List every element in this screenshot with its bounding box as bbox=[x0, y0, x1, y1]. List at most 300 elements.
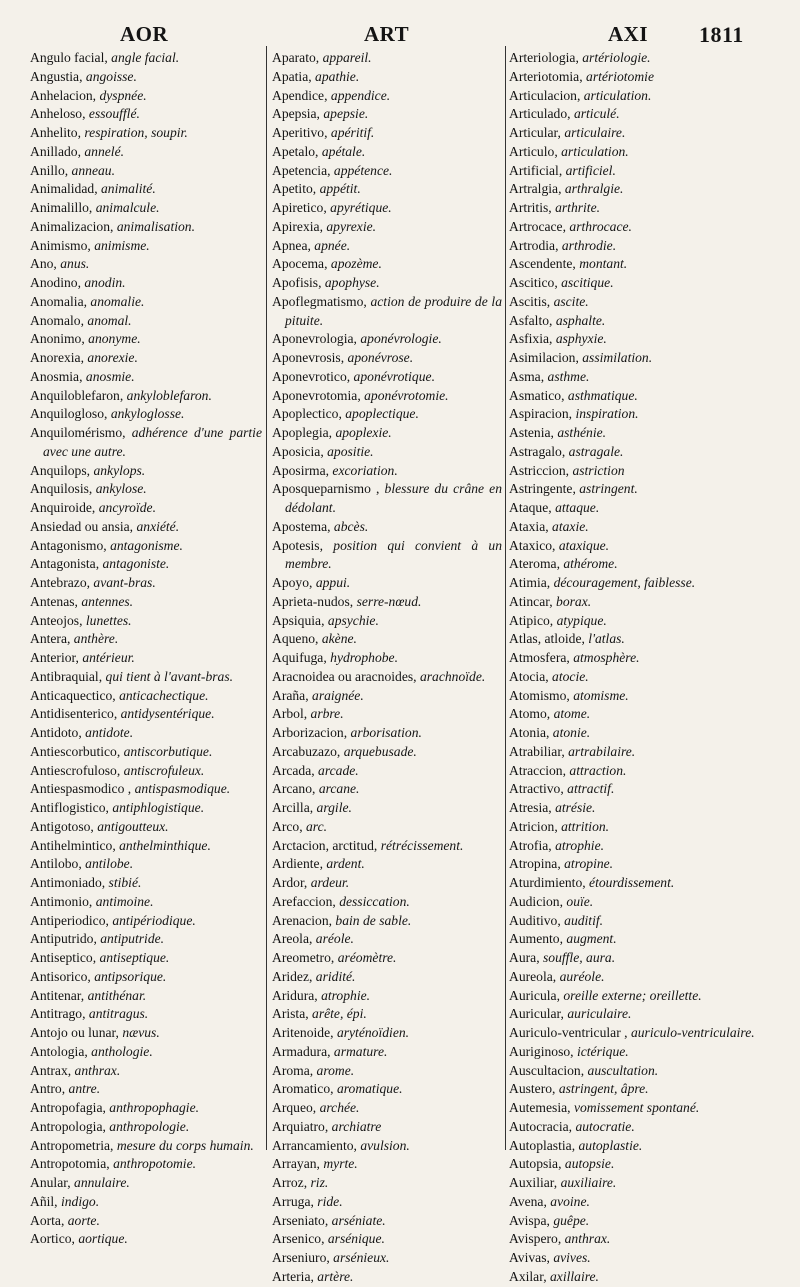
dictionary-entry bbox=[509, 162, 765, 181]
translation: ataxie. bbox=[552, 518, 589, 534]
translation: guêpe. bbox=[553, 1212, 590, 1228]
dictionary-entry bbox=[30, 574, 262, 593]
translation: astriction bbox=[572, 462, 625, 478]
translation: ankylose. bbox=[95, 481, 147, 497]
separator: , bbox=[310, 1268, 318, 1284]
headword: Aritenoide bbox=[272, 1025, 331, 1040]
separator: , bbox=[576, 87, 584, 103]
separator: , bbox=[102, 1100, 110, 1115]
dictionary-entry bbox=[30, 237, 262, 256]
dictionary-entry bbox=[30, 387, 262, 406]
dictionary-entry bbox=[272, 1268, 502, 1287]
translation: hydrophobe. bbox=[330, 650, 398, 665]
dictionary-entry bbox=[30, 405, 262, 424]
headword: Atomo bbox=[509, 706, 547, 722]
separator: , bbox=[95, 556, 103, 572]
separator: , bbox=[330, 950, 338, 965]
translation: anodin. bbox=[84, 275, 126, 290]
headword: Anterior bbox=[30, 650, 76, 665]
headword: Arrancamiento bbox=[272, 1137, 354, 1153]
separator: , bbox=[562, 762, 570, 778]
headword: Antidoto bbox=[30, 725, 79, 740]
separator: , bbox=[310, 1193, 318, 1209]
dictionary-entry bbox=[272, 893, 502, 912]
separator: , bbox=[327, 518, 334, 534]
translation: antidote. bbox=[85, 725, 134, 740]
translation: aponévrose. bbox=[347, 350, 414, 365]
headword: Anquilops bbox=[30, 462, 87, 478]
headword: Atlas bbox=[509, 631, 538, 647]
dictionary-entry bbox=[509, 255, 765, 274]
translation: ouïe. bbox=[566, 893, 594, 909]
separator: , bbox=[546, 706, 554, 722]
translation: appui. bbox=[315, 575, 351, 590]
translation: nævus. bbox=[122, 1025, 160, 1040]
separator: , bbox=[315, 143, 322, 159]
separator: , bbox=[559, 893, 567, 909]
translation: atmosphère. bbox=[573, 650, 640, 665]
separator: , bbox=[116, 743, 124, 759]
translation: myrte. bbox=[323, 1156, 358, 1172]
separator: , bbox=[84, 1043, 92, 1059]
headword: Antagonismo bbox=[30, 537, 104, 553]
separator: , bbox=[357, 387, 365, 403]
translation: avoine. bbox=[550, 1193, 590, 1209]
translation: atrophie. bbox=[321, 987, 371, 1003]
headword: Avispa bbox=[509, 1212, 547, 1228]
headword: Apendice bbox=[272, 87, 325, 103]
dictionary-entry bbox=[272, 87, 502, 106]
headword: Antitenar bbox=[30, 987, 81, 1003]
translation: auscultation. bbox=[587, 1062, 659, 1078]
separator: , bbox=[324, 256, 331, 272]
translation: appendice. bbox=[330, 87, 391, 103]
dictionary-entry bbox=[509, 1137, 765, 1156]
headword: Atrofia bbox=[509, 837, 549, 853]
separator: , bbox=[546, 575, 554, 590]
translation: anthère. bbox=[73, 631, 119, 647]
separator: , bbox=[80, 312, 88, 328]
translation: arborisation. bbox=[350, 725, 422, 740]
headword: Aromatico bbox=[272, 1081, 331, 1097]
headword: Anonimo bbox=[30, 331, 82, 347]
headword: Apetencia bbox=[272, 162, 328, 178]
separator: , bbox=[81, 331, 89, 347]
dictionary-entry bbox=[272, 68, 502, 87]
translation: antagonisme. bbox=[110, 537, 183, 553]
headword: Astriccion bbox=[509, 462, 566, 478]
separator: , bbox=[303, 706, 311, 722]
headword: Aponevrologia bbox=[272, 331, 354, 347]
translation: position qui convient à un membre. bbox=[285, 537, 502, 572]
dictionary-entry bbox=[509, 968, 765, 987]
separator: , bbox=[314, 987, 322, 1003]
dictionary-entry bbox=[30, 1137, 262, 1156]
translation: anxiété. bbox=[136, 518, 180, 534]
headword: Anquilogloso bbox=[30, 406, 105, 422]
headword: Atocia bbox=[509, 668, 546, 684]
headword: Arborizacion bbox=[272, 725, 344, 740]
separator: , bbox=[316, 106, 324, 122]
translation: l'atlas. bbox=[588, 631, 625, 647]
headword: Atipico bbox=[509, 612, 550, 628]
separator: , bbox=[98, 668, 106, 684]
headword: Aspiracion bbox=[509, 406, 569, 422]
headword: Atresia bbox=[509, 800, 549, 815]
dictionary-entry bbox=[509, 1005, 765, 1024]
dictionary-entry bbox=[509, 687, 765, 706]
separator: , bbox=[558, 162, 566, 178]
translation: autocratie. bbox=[575, 1118, 635, 1134]
headword: Aponevrosis bbox=[272, 350, 341, 365]
headword: Anquiloblefaron bbox=[30, 387, 120, 403]
dictionary-entry bbox=[509, 312, 765, 331]
dictionary-entry bbox=[30, 612, 262, 631]
headword: Aumento bbox=[509, 931, 560, 947]
headword: Aposirma bbox=[272, 462, 326, 478]
translation: autopsie. bbox=[564, 1156, 615, 1172]
dictionary-entry bbox=[30, 1193, 262, 1212]
translation: ankyloblefaron. bbox=[126, 387, 212, 403]
translation: aridité. bbox=[315, 968, 356, 984]
header-center: ART bbox=[364, 22, 410, 46]
dictionary-entry bbox=[509, 368, 765, 387]
headword: Artrodia bbox=[509, 237, 556, 253]
dictionary-entry bbox=[509, 537, 765, 556]
translation: atocie. bbox=[552, 668, 589, 684]
dictionary-entry bbox=[30, 368, 262, 387]
headword: Antenas bbox=[30, 593, 75, 609]
translation: action de produire de la pituite. bbox=[285, 293, 503, 328]
dictionary-entry bbox=[509, 1043, 765, 1062]
headword: Atonia bbox=[509, 725, 546, 740]
headword: Antisorico bbox=[30, 968, 88, 984]
separator: , bbox=[318, 275, 325, 290]
dictionary-entry bbox=[30, 1230, 262, 1249]
separator: , bbox=[319, 537, 334, 553]
translation: attraction. bbox=[569, 762, 627, 778]
separator: , bbox=[110, 1137, 117, 1153]
separator: , bbox=[88, 200, 96, 215]
headword: Anular bbox=[30, 1175, 68, 1190]
separator: , bbox=[309, 931, 316, 947]
headword: Austero bbox=[509, 1081, 553, 1097]
headword: Arcabuzazo bbox=[272, 743, 337, 759]
dictionary-entry bbox=[30, 499, 262, 518]
separator: , bbox=[93, 931, 101, 947]
translation: attrition. bbox=[561, 818, 610, 834]
dictionary-entry bbox=[272, 593, 502, 612]
separator: , bbox=[572, 481, 580, 497]
dictionary-entry bbox=[509, 1212, 765, 1231]
headword: Aparato bbox=[272, 50, 316, 65]
separator: , bbox=[343, 725, 351, 740]
separator: , bbox=[552, 537, 559, 553]
separator: , bbox=[567, 1100, 574, 1115]
translation: asphalte. bbox=[555, 312, 606, 328]
headword: Antidisenterico bbox=[30, 706, 114, 722]
headword: Artritis bbox=[509, 200, 549, 215]
dictionary-entry bbox=[30, 218, 262, 237]
translation: qui tient à l'avant-bras. bbox=[105, 668, 234, 684]
headword: Areometro bbox=[272, 950, 331, 965]
dictionary-entry bbox=[272, 1024, 502, 1043]
separator: , bbox=[363, 293, 371, 309]
headword: Ascendente bbox=[509, 256, 573, 272]
separator: , bbox=[328, 425, 336, 440]
translation: athérome. bbox=[563, 556, 618, 572]
dictionary-entry bbox=[272, 255, 502, 274]
dictionary-entry bbox=[272, 612, 502, 631]
headword: Ardor bbox=[272, 875, 304, 890]
headword: Anhelacion bbox=[30, 87, 93, 103]
headword: Apoyo bbox=[272, 575, 310, 590]
headword: Aprieta-nudos bbox=[272, 593, 350, 609]
separator: , bbox=[299, 818, 306, 834]
separator: , bbox=[580, 1062, 588, 1078]
dictionary-entry bbox=[509, 818, 765, 837]
separator: , bbox=[327, 162, 334, 178]
translation: asphyxie. bbox=[555, 331, 607, 347]
dictionary-entry bbox=[509, 218, 765, 237]
headword: Antimoniado bbox=[30, 875, 102, 890]
separator: , bbox=[87, 968, 95, 984]
dictionary-entry bbox=[509, 49, 765, 68]
dictionary-entry bbox=[272, 368, 502, 387]
headword: Antimonio bbox=[30, 893, 89, 909]
dictionary-entry bbox=[509, 837, 765, 856]
separator: , bbox=[312, 1100, 320, 1115]
dictionary-entry bbox=[272, 818, 502, 837]
dictionary-entry bbox=[272, 124, 502, 143]
separator: , bbox=[86, 462, 94, 478]
dictionary-entry bbox=[272, 105, 502, 124]
translation: arthrite. bbox=[555, 200, 601, 215]
headword: Anosmia bbox=[30, 368, 80, 384]
translation: antiscorbutique. bbox=[123, 743, 213, 759]
translation: excoriation. bbox=[332, 462, 398, 478]
headword: Antiperiodico bbox=[30, 912, 106, 928]
headword: Auditivo bbox=[509, 912, 558, 928]
separator: , bbox=[582, 875, 590, 890]
headword: Articulo bbox=[509, 143, 555, 159]
column-divider bbox=[266, 46, 267, 1150]
translation: ancyroïde. bbox=[98, 500, 156, 515]
separator: , bbox=[71, 1231, 79, 1247]
translation: arcade. bbox=[318, 762, 359, 778]
dictionary-entry bbox=[272, 480, 502, 518]
translation: atrophie. bbox=[555, 837, 605, 853]
separator: , bbox=[330, 1025, 337, 1040]
translation: antennes. bbox=[81, 593, 134, 609]
dictionary-entry bbox=[30, 780, 262, 799]
dictionary-entry bbox=[509, 105, 765, 124]
translation: apnée. bbox=[314, 237, 351, 253]
separator: , arctitud, bbox=[325, 837, 381, 853]
headword: Arista bbox=[272, 1006, 306, 1022]
headword: Animalillo bbox=[30, 200, 89, 215]
dictionary-entry bbox=[30, 1024, 262, 1043]
headword: Anomalia bbox=[30, 293, 84, 309]
separator: , bbox=[61, 1081, 69, 1097]
headword: Audicion bbox=[509, 893, 560, 909]
headword: Antropotomia bbox=[30, 1156, 107, 1172]
translation: anomal. bbox=[87, 312, 132, 328]
headword: Arenacion bbox=[272, 912, 329, 928]
dictionary-entry bbox=[30, 424, 262, 462]
dictionary-entry bbox=[509, 405, 765, 424]
header-left: AOR bbox=[120, 22, 169, 46]
headword: Autopsia bbox=[509, 1156, 559, 1172]
dictionary-entry bbox=[272, 1249, 502, 1268]
dictionary-entry bbox=[272, 1005, 502, 1024]
headword: Antrax bbox=[30, 1062, 68, 1078]
translation: axillaire. bbox=[549, 1268, 599, 1284]
separator: , bbox=[560, 781, 568, 797]
headword: Anquilomérismo bbox=[30, 425, 123, 440]
dictionary-entry bbox=[30, 480, 262, 499]
separator: , bbox=[556, 556, 564, 572]
separator: , bbox=[79, 368, 86, 384]
separator: , bbox=[113, 706, 121, 722]
dictionary-entry bbox=[30, 649, 262, 668]
dictionary-entry bbox=[30, 537, 262, 556]
dictionary-entry bbox=[509, 1249, 765, 1268]
dictionary-entry bbox=[30, 837, 262, 856]
dictionary-entry bbox=[30, 68, 262, 87]
separator: , bbox=[74, 593, 82, 609]
translation: autoplastie. bbox=[578, 1137, 643, 1153]
dictionary-entry bbox=[272, 1137, 502, 1156]
headword: Atropina bbox=[509, 856, 558, 872]
dictionary-entry bbox=[30, 330, 262, 349]
dictionary-entry bbox=[272, 49, 502, 68]
separator: , bbox=[620, 1025, 631, 1040]
headword: Articulacion bbox=[509, 87, 577, 103]
headword: Antropometria bbox=[30, 1137, 111, 1153]
dictionary-entry bbox=[272, 649, 502, 668]
separator: , bbox=[549, 593, 557, 609]
dictionary-entry bbox=[30, 949, 262, 968]
translation: borax. bbox=[556, 593, 592, 609]
translation: abcès. bbox=[333, 518, 369, 534]
translation: apéritif. bbox=[330, 125, 375, 140]
dictionary-entry bbox=[272, 1118, 502, 1137]
headword: Anillado bbox=[30, 143, 78, 159]
dictionary-entry bbox=[272, 1080, 502, 1099]
dictionary-entry bbox=[30, 105, 262, 124]
separator: , bbox=[572, 256, 580, 272]
headword: Aponevrotomia bbox=[272, 387, 358, 403]
headword: Arteriotomia bbox=[509, 68, 580, 84]
dictionary-entry bbox=[272, 1099, 502, 1118]
translation: antiputride. bbox=[100, 931, 165, 947]
headword: Ataque bbox=[509, 500, 549, 515]
separator: , bbox=[549, 612, 557, 628]
separator: , bbox=[315, 631, 322, 647]
translation: arsénieux. bbox=[333, 1250, 390, 1265]
dictionary-entry bbox=[30, 1062, 262, 1081]
dictionary-entry bbox=[509, 762, 765, 781]
separator: , bbox=[80, 350, 88, 365]
headword: Ateroma bbox=[509, 556, 557, 572]
headword: Antihelmintico bbox=[30, 837, 113, 853]
headword: Apoflegmatismo bbox=[272, 293, 364, 309]
translation: artère. bbox=[317, 1268, 354, 1284]
translation: rétrécissement. bbox=[380, 837, 464, 853]
translation: arthrodie. bbox=[561, 237, 617, 253]
separator: , bbox=[308, 68, 316, 84]
separator: , bbox=[556, 987, 564, 1003]
separator: , bbox=[119, 387, 127, 403]
headword: Atrabiliar bbox=[509, 743, 562, 759]
headword: Angustia bbox=[30, 68, 80, 84]
separator: , bbox=[543, 1193, 551, 1209]
headword: Antiflogistico bbox=[30, 800, 106, 815]
dictionary-entry bbox=[30, 1118, 262, 1137]
separator: , bbox=[104, 50, 112, 65]
separator: , bbox=[325, 462, 333, 478]
separator: , bbox=[309, 968, 316, 984]
separator: , bbox=[557, 912, 565, 928]
separator: , bbox=[554, 143, 562, 159]
dictionary-entry bbox=[30, 687, 262, 706]
translation: attaque. bbox=[555, 500, 600, 515]
translation: anneau. bbox=[71, 162, 115, 178]
headword: Asimilacion bbox=[509, 350, 576, 365]
headword: Atricion bbox=[509, 818, 555, 834]
headword: Autemesia bbox=[509, 1100, 568, 1115]
translation: atropine. bbox=[564, 856, 614, 872]
headword: Antiputrido bbox=[30, 931, 94, 947]
headword: Apoplegia bbox=[272, 425, 329, 440]
dictionary-entry bbox=[509, 199, 765, 218]
translation: avulsion. bbox=[360, 1137, 410, 1153]
dictionary-entry bbox=[272, 462, 502, 481]
separator: , bbox=[560, 1006, 568, 1022]
dictionary-entry bbox=[509, 724, 765, 743]
headword: Atincar bbox=[509, 593, 550, 609]
dictionary-entry bbox=[509, 668, 765, 687]
dictionary-entry bbox=[509, 1080, 765, 1099]
separator: , bbox=[92, 87, 100, 103]
separator: , bbox=[67, 631, 74, 647]
headword: Animalizacion bbox=[30, 218, 111, 234]
headword: Antro bbox=[30, 1081, 62, 1097]
translation: apyrexie. bbox=[326, 218, 377, 234]
headword: Atimia bbox=[509, 575, 547, 590]
dictionary-entry bbox=[30, 1155, 262, 1174]
translation: antitragus. bbox=[88, 1006, 149, 1022]
separator: , bbox=[552, 1081, 559, 1097]
dictionary-entry bbox=[272, 668, 502, 687]
translation: riz. bbox=[310, 1175, 329, 1190]
separator: , bbox=[557, 125, 565, 140]
translation: antiseptique. bbox=[99, 950, 170, 965]
dictionary-entry bbox=[30, 162, 262, 181]
dictionary-entry bbox=[509, 612, 765, 631]
translation: apoplexie. bbox=[335, 425, 392, 440]
headword: Aracnoidea bbox=[272, 668, 335, 684]
dictionary-entry bbox=[272, 930, 502, 949]
translation: dessiccation. bbox=[339, 893, 410, 909]
dictionary-entry bbox=[272, 1062, 502, 1081]
translation: anthropotomie. bbox=[113, 1156, 197, 1172]
headword: Aquifuga bbox=[272, 650, 324, 665]
dictionary-entry bbox=[30, 855, 262, 874]
headword: Arsenico bbox=[272, 1231, 322, 1247]
headword: Avena bbox=[509, 1193, 544, 1209]
